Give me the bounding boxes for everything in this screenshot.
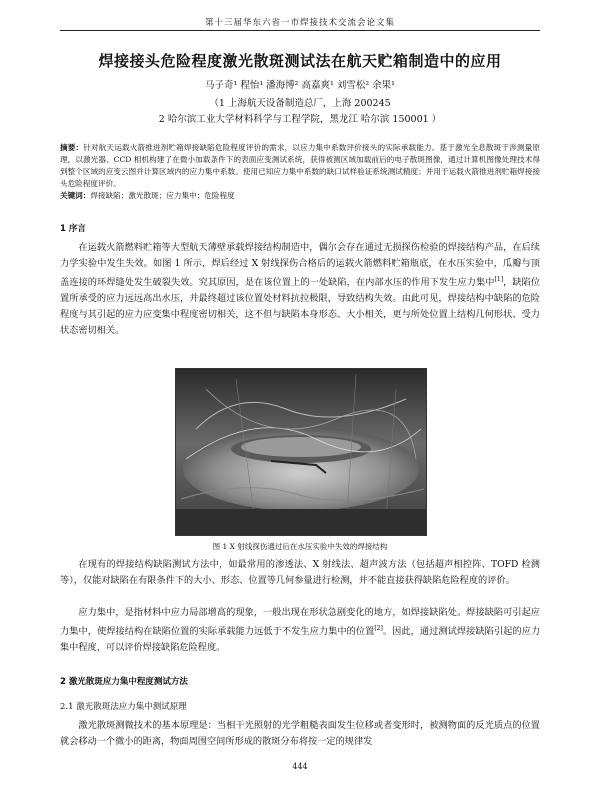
paper-title: 焊接接头危险程度激光散斑测试法在航天贮箱制造中的应用 — [98, 52, 502, 70]
paragraph-3 — [60, 605, 540, 656]
running-head: 第十三届华东六省一市焊接技术交流会论文集 — [204, 18, 395, 28]
paragraph-1-text: 在运载火箭燃料贮箱等大型航天薄壁承载焊接结构制造中，偶尔会存在通过无损探伤检验的焊接结构产品，在后续力学实验中发生失效。如图 1 所示，焊后经过 X 射线探伤合格后的运载火箭燃料贮箱瓶底，在水压实验中，瓜瓣与顶盖连接的环焊缝处发生破裂失效。究其原因，是在该位置上的一处缺陷，在内部水压的作用下发生应力集中 — [60, 242, 540, 289]
author-list: 马子奇¹ 程怡¹ 潘海博² 高嘉爽¹ 刘雪松² 余果¹ — [205, 80, 395, 91]
section-2-heading: 2 激光散斑应力集中程度测试方法 — [60, 677, 188, 687]
paragraph-2: 在现有的焊接结构缺陷测试方法中，如最常用的渗透法、X 射线法、超声波方法（包括超声相控阵、TOFD 检测等），仅能对缺陷在有限条件下的大小、形态、位置等几何参量进行检测，并不能直接获得缺陷危险程度的评价。 — [60, 559, 540, 586]
keywords — [60, 190, 540, 201]
subsection-2-1-heading: 2.1 激光散斑法应力集中测试原理 — [60, 702, 187, 712]
citation-2: [2] — [374, 625, 383, 632]
keywords-text: 焊接缺陷；激光散斑；应力集中；危险程度 — [90, 191, 235, 200]
section-1-heading: 1 序言 — [60, 224, 86, 234]
paragraph-3-rest: 。因此，通过测试焊接缺陷引起的应力集中程度，可以评价焊接缺陷危险程度。 — [60, 626, 541, 654]
abstract — [60, 142, 540, 190]
paragraph-1-rest: ，缺陷位置所承受的应力远远高出水压，并最终超过该位置处材料抗拉极限，导致结构失效。由此可见，焊接结构中缺陷的危险程度与其引起的应力应变集中程度密切相关，这不但与缺陷本身形态、大小相关，更与所处位置上结构几何形状、受力状态密切相关。 — [60, 277, 541, 337]
tank-failure-photo-icon — [176, 369, 426, 535]
abstract-text: 针对航天运载火箭推进剂贮箱焊接缺陷危险程度评价的需求，以应力集中系数评价接头的实际承载能力。基于激光全息散斑干涉测量原理，以激光器、CCD 相机构建了在微小加载条件下的表面应变测试系统，获得被测区域加载前后的电子散斑图像，通过计算机图像处理技术得到整个区域的应变云图并计算区域内的应力集中系数。使用已知应力集中系数的缺口试样验证系统测试精度；并用于运载火箭推进剂贮箱焊接接头危险程度评价。 — [60, 143, 540, 188]
paragraph-1 — [60, 240, 540, 339]
page-number: 444 — [292, 762, 308, 771]
figure-1-caption: 图 1 X 射线探伤通过后在水压实验中失效的焊接结构 — [212, 542, 388, 551]
affiliation-1: （1 上海航天设备制造总厂，上海 200245 — [209, 98, 391, 109]
header-rule — [60, 30, 540, 31]
affiliation-2: 2 哈尔滨工业大学材料科学与工程学院，黑龙江 哈尔滨 150001 ） — [158, 114, 442, 125]
keywords-label: 关键词： — [60, 191, 91, 200]
figure-1-photo — [175, 368, 427, 536]
citation-1: [1] — [494, 276, 504, 283]
abstract-label: 摘要： — [60, 143, 84, 152]
paragraph-4: 激光散斑测微技术的基本原理是：当相干光照射的光学粗糙表面发生位移或者变形时，被测物面的反光质点的位置就会移动一个微小的距离，物面周围空间所形成的散斑分布将按一定的规律发 — [60, 720, 540, 747]
paragraph-3-text: 应力集中，是指材料中应力局部增高的现象，一般出现在形状急剧变化的地方，如焊接缺陷处。焊接缺陷可引起应力集中，使焊接结构在缺陷位置的实际承载能力远低于不发生应力集中的位置 — [60, 607, 540, 638]
